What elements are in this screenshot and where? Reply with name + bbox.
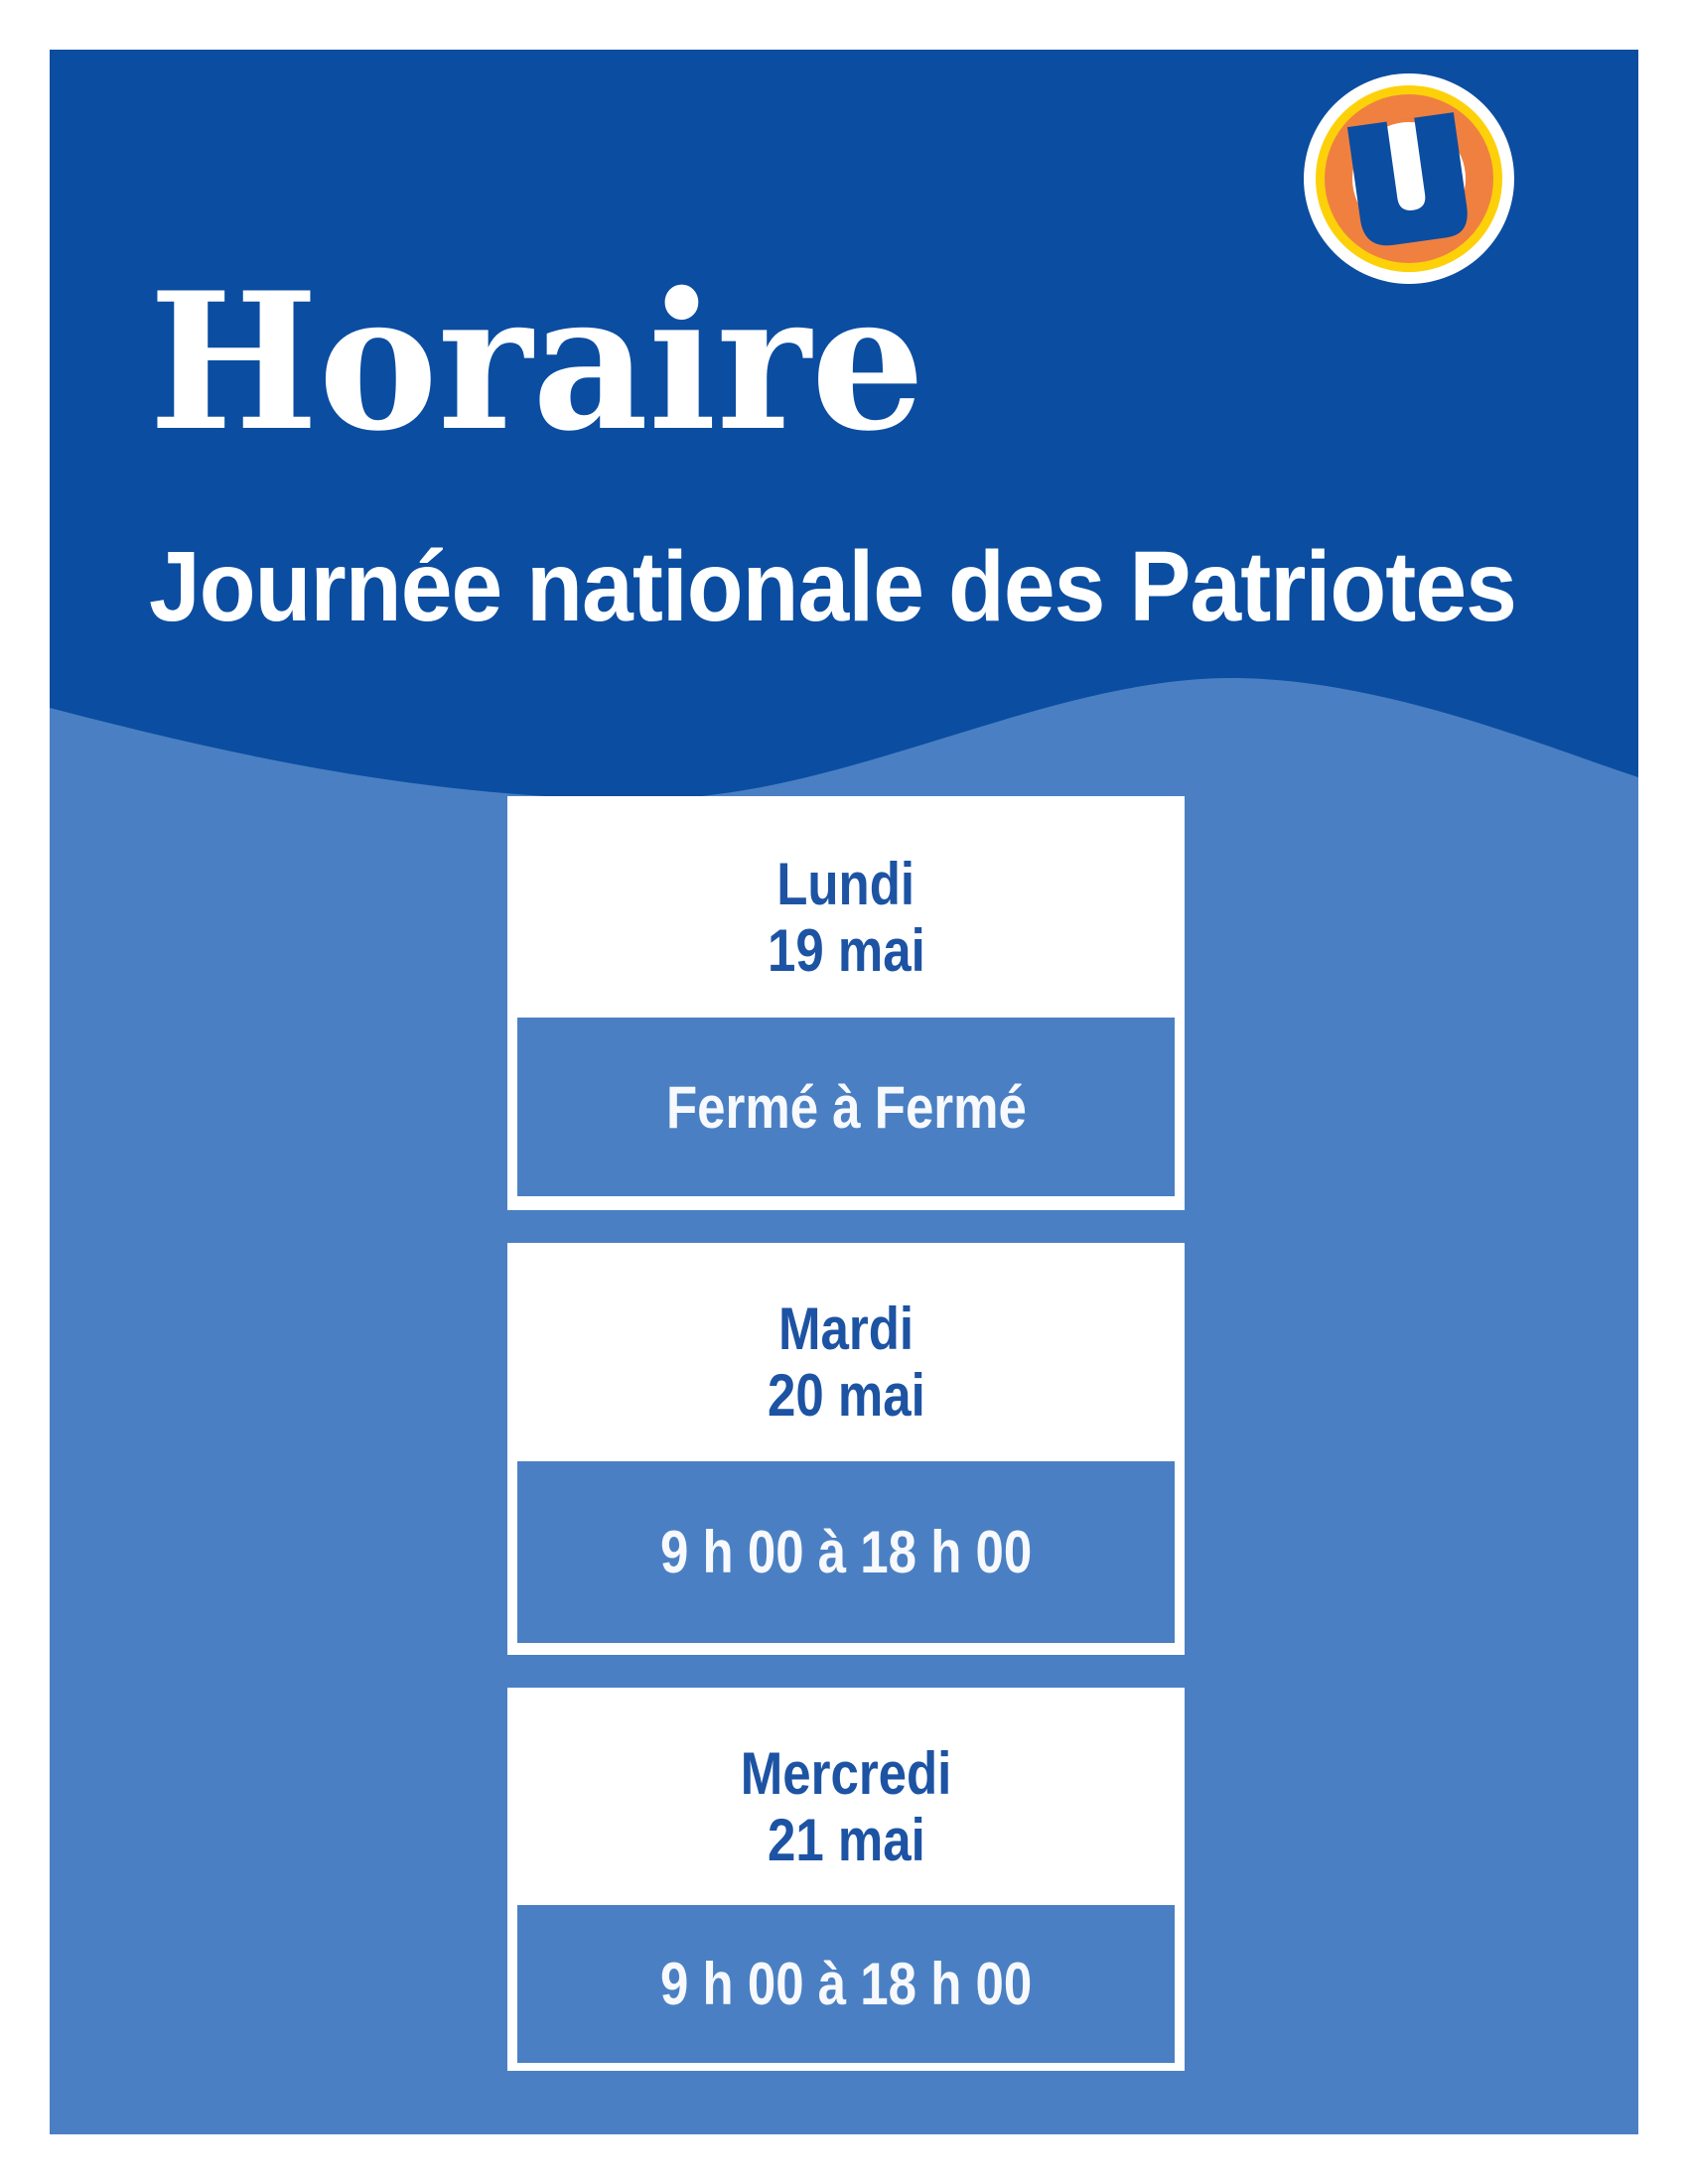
uniprix-logo-icon bbox=[1300, 69, 1518, 288]
card-day-header bbox=[517, 1243, 1175, 1461]
schedule-card-lundi bbox=[507, 796, 1185, 1210]
hours-box bbox=[517, 1461, 1175, 1643]
hours-box bbox=[517, 1018, 1175, 1196]
card-day-header bbox=[517, 796, 1175, 1018]
date-label: 20 mai bbox=[767, 1362, 925, 1429]
hours-box bbox=[517, 1905, 1175, 2063]
poster-subtitle: Journée nationale des Patriotes bbox=[149, 531, 1516, 642]
schedule-card-mercredi bbox=[507, 1688, 1185, 2071]
poster-panel bbox=[50, 50, 1638, 2134]
hours-label: 9 h 00 à 18 h 00 bbox=[659, 1951, 1033, 2017]
day-label: Lundi bbox=[776, 850, 915, 917]
hours-label: Fermé à Fermé bbox=[665, 1073, 1027, 1141]
day-label: Mercredi bbox=[740, 1739, 952, 1807]
schedule-card-mardi bbox=[507, 1243, 1185, 1655]
day-label: Mardi bbox=[777, 1296, 914, 1362]
date-label: 21 mai bbox=[767, 1806, 925, 1873]
poster-title: Horaire bbox=[149, 251, 925, 473]
card-day-header bbox=[517, 1688, 1175, 1905]
hours-label: 9 h 00 à 18 h 00 bbox=[659, 1519, 1033, 1585]
date-label: 19 mai bbox=[767, 916, 925, 984]
